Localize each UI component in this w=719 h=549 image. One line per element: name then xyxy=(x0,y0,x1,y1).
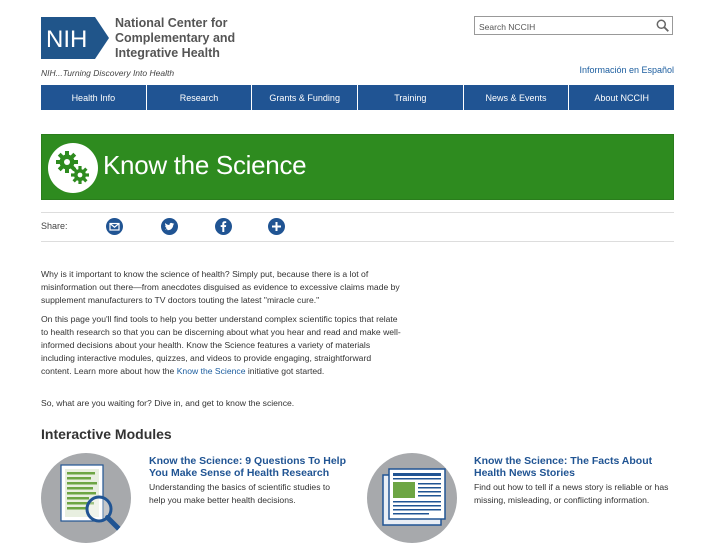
module-image-research[interactable] xyxy=(41,453,131,543)
nav-about-nccih[interactable]: About NCCIH xyxy=(594,92,649,103)
module-title-news[interactable]: Know the Science: The Facts About Health News Stories xyxy=(474,455,653,479)
module-image-news[interactable] xyxy=(367,453,457,543)
org-name-line2: Complementary and xyxy=(115,31,236,45)
nav-training[interactable]: Training xyxy=(358,85,464,110)
nav-health-info[interactable]: Health Info xyxy=(41,85,147,110)
twitter-icon[interactable] xyxy=(161,218,178,235)
gears-icon xyxy=(48,143,98,193)
banner-title: Know the Science xyxy=(103,150,307,180)
nih-logo-text: NIH xyxy=(46,26,88,53)
intro-paragraph: Why is it important to know the science of health? Simply put, because there is a lot of misinformation out there—from anecdotes disguised as evidence to excessive claims made by supplement manufacturers to TV doctors touting the latest "miracle cure." xyxy=(41,269,400,305)
divider xyxy=(41,241,674,242)
newspaper-icon xyxy=(367,453,457,543)
main-nav xyxy=(41,85,674,110)
email-icon[interactable] xyxy=(106,218,123,235)
module-desc-research: Understanding the basics of scientific studies to help you make better health decisions. xyxy=(149,482,331,505)
nav-research[interactable]: Research xyxy=(147,85,253,110)
share-label: Share: xyxy=(41,221,68,231)
nih-logo[interactable] xyxy=(41,17,109,59)
tools-paragraph-end: initiative got started. xyxy=(245,365,325,376)
module-desc-news: Find out how to tell if a news story is reliable or has missing, misleading, or conflicting information. xyxy=(474,482,669,505)
modules-heading: Interactive Modules xyxy=(41,426,172,442)
know-the-science-link[interactable]: Know the Science xyxy=(176,365,246,376)
search-icon[interactable] xyxy=(656,19,669,32)
tagline: NIH...Turning Discovery Into Health xyxy=(41,68,175,78)
nav-news-events[interactable]: News & Events xyxy=(464,85,570,110)
search-box xyxy=(474,16,673,35)
org-name-line3: Integrative Health xyxy=(115,46,220,60)
module-title-research[interactable]: Know the Science: 9 Questions To Help You Make Sense of Health Research xyxy=(149,455,347,479)
divider xyxy=(41,212,674,213)
org-name[interactable] xyxy=(115,16,275,61)
facebook-icon[interactable] xyxy=(215,218,232,235)
add-icon[interactable] xyxy=(268,218,285,235)
espanol-link[interactable]: Información en Español xyxy=(579,65,674,75)
cta-paragraph: So, what are you waiting for? Dive in, and get to know the science. xyxy=(41,398,295,408)
nih-logo-mark xyxy=(41,17,109,59)
nav-grants-funding[interactable]: Grants & Funding xyxy=(252,85,358,110)
tools-paragraph-text: On this page you'll find tools to help you better understand complex scientific topics that relate to health research so that you can be discerning about what you hear and read and make well-informed decisions about your health. Know the Science features a variety of materials including interactive modules, quizzes, and videos to provide engaging, straightforward content. Learn more about how the xyxy=(41,314,401,376)
page-banner xyxy=(41,134,674,200)
document-magnifier-icon xyxy=(41,453,131,543)
tools-paragraph xyxy=(41,313,401,378)
org-name-line1: National Center for xyxy=(115,16,228,30)
search-input[interactable] xyxy=(475,19,649,36)
